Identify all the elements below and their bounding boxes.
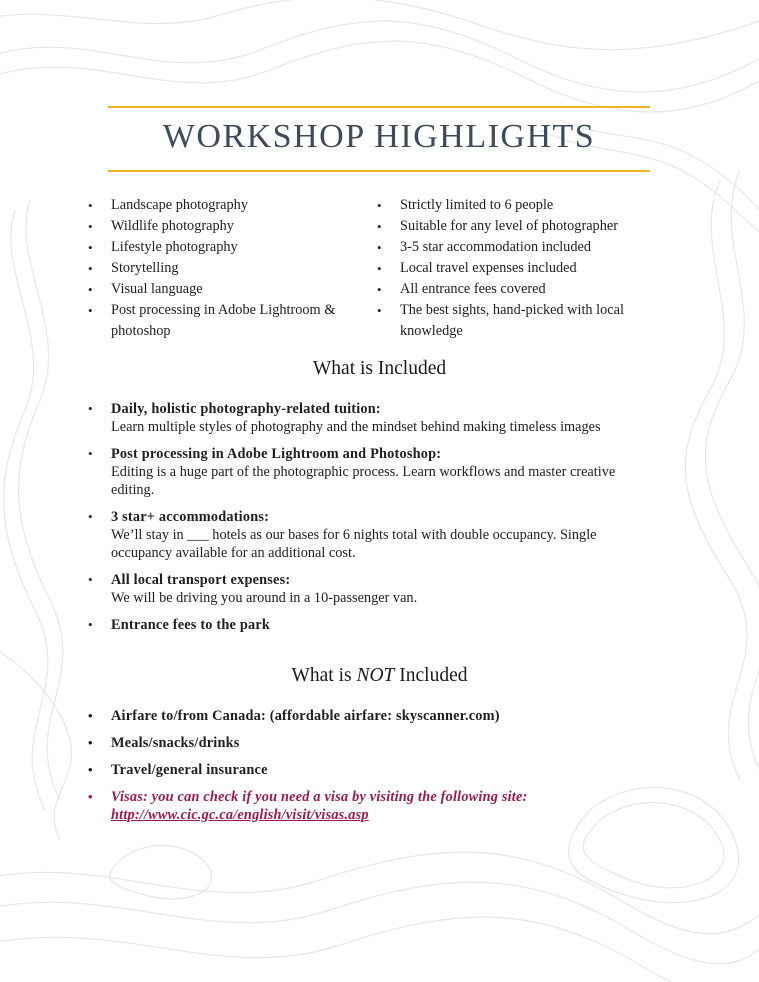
- list-item: • The best sights, hand-picked with local knowledge: [377, 300, 667, 342]
- list-item: • Storytelling: [88, 258, 358, 279]
- list-item: • 3-5 star accommodation included: [377, 237, 667, 258]
- list-item: • Local travel expenses included: [377, 258, 667, 279]
- list-item: [88, 400, 648, 436]
- list-item: [88, 445, 648, 499]
- list-item: • Meals/snacks/drinks: [88, 734, 668, 752]
- list-item: • Airfare to/from Canada: (affordable airfare: skyscanner.com): [88, 707, 668, 725]
- item-description: We will be driving you around in a 10-passenger van.: [111, 590, 418, 606]
- visa-text: Visas: you can check if you need a visa by visiting the following site:: [111, 789, 528, 805]
- item-title: • 3 star+ accommodations:: [111, 509, 270, 525]
- not-included-heading: [0, 665, 759, 687]
- item-description: Editing is a huge part of the photographic process. Learn workflows and master creative editing.: [111, 464, 616, 498]
- highlights-right-list: [377, 195, 667, 342]
- item-description: Learn multiple styles of photography and the mindset behind making timeless images: [111, 419, 601, 435]
- title-top-rule: [108, 106, 650, 108]
- list-item: • Lifestyle photography: [88, 237, 358, 258]
- list-item: • Travel/general insurance: [88, 761, 668, 779]
- visa-link[interactable]: http://www.cic.gc.ca/english/visit/visas.asp: [111, 807, 369, 823]
- item-title: • All local transport expenses:: [111, 572, 291, 588]
- visa-list-item: [88, 788, 668, 824]
- item-title: • Post processing in Adobe Lightroom and Photoshop:: [111, 446, 442, 462]
- not-included-list: [88, 707, 668, 833]
- list-item: • Wildlife photography: [88, 216, 358, 237]
- list-item: • All entrance fees covered: [377, 279, 667, 300]
- item-title: • Entrance fees to the park: [111, 617, 271, 633]
- page-title: WORKSHOP HIGHLIGHTS: [162, 118, 596, 155]
- item-title: • Daily, holistic photography-related tuition:: [111, 401, 381, 417]
- heading-emphasis: NOT: [356, 665, 395, 686]
- highlights-left-list: [88, 195, 358, 342]
- heading-suffix: Included: [394, 665, 468, 686]
- list-item: [88, 571, 648, 607]
- list-item: • Strictly limited to 6 people: [377, 195, 667, 216]
- included-list: [88, 400, 648, 643]
- included-heading: What is Included: [312, 358, 447, 379]
- list-item: • Landscape photography: [88, 195, 358, 216]
- list-item: • Suitable for any level of photographer: [377, 216, 667, 237]
- list-item: [88, 508, 648, 562]
- list-item: • Post processing in Adobe Lightroom & photoshop: [88, 300, 358, 342]
- title-bottom-rule: [108, 170, 650, 172]
- list-item: [88, 616, 648, 634]
- heading-prefix: What is: [291, 665, 357, 686]
- list-item: • Visual language: [88, 279, 358, 300]
- item-description: We’ll stay in ___ hotels as our bases for 6 nights total with double occupancy. Single occupancy available for an additional cost.: [111, 527, 597, 561]
